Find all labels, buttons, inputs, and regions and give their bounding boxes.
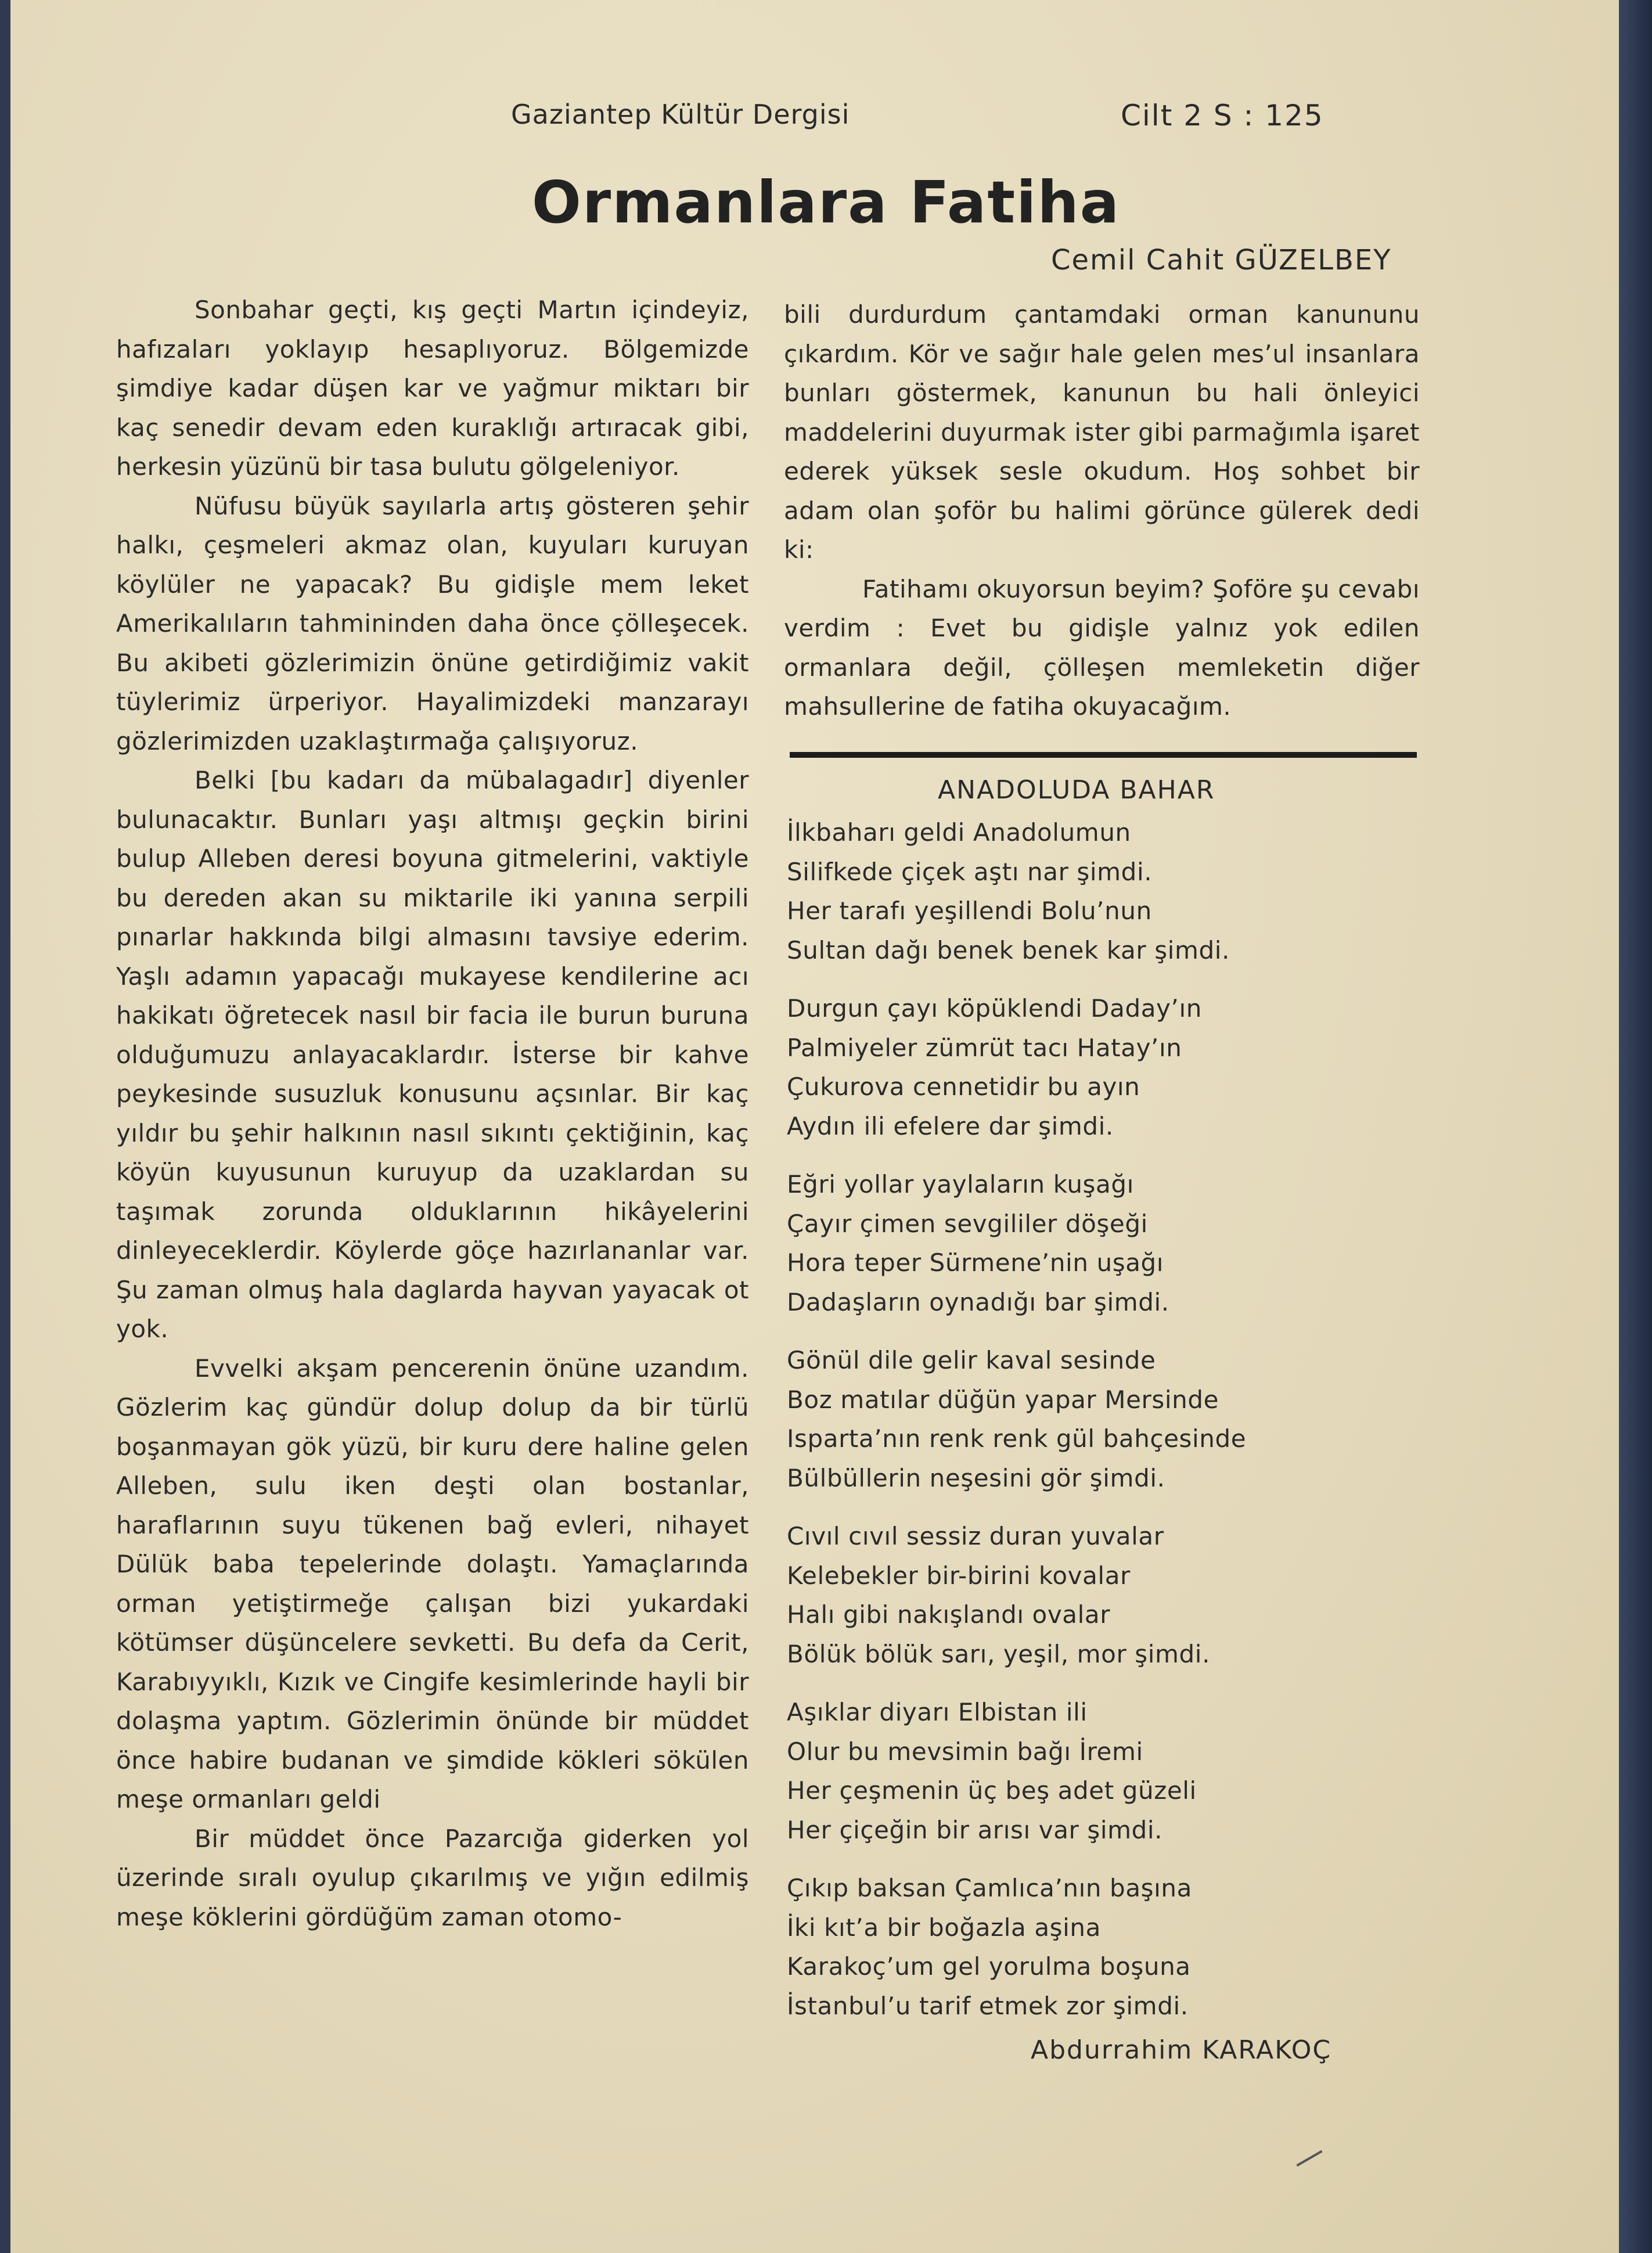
poem-body (787, 813, 1426, 2045)
article-column-left (116, 290, 749, 1937)
paragraph: Fatihamı okuyorsun beyim? Şoföre şu cevabı verdim : Evet bu gidişle yalnız yok edilen ormanlara değil, çölleşen memleketin diğer mahsullerine de fatiha okuyacağım. (784, 574, 1420, 721)
article-author: Cemil Cahit GÜZELBEY (1051, 244, 1392, 276)
poem-stanza (787, 989, 1426, 1146)
paragraph: Belki [bu kadarı da mübalagadır] diyenler bulunacaktır. Bunları yaşı altmışı geçkin birini bulup Alleben deresi boyuna gitmelerini, vaktiyle bu dereden akan su miktarile iki yanına serpili pınarlar hakkında bilgi almasını tavsiye ederim. Yaşlı adamın yapacağı mukayese kendilerine acı hakikatı öğretecek nasıl bir facia ile burun buruna olduğumuzu anlayacaklardır. İsterse bir kahve peykesinde susuzluk konusunu açsınlar. Bir kaç yıldır bu şehir halkının nasıl sıkıntı çektiğinin, kaç köyün kuyusunun kuruyup da uzaklardan su taşımak zorunda olduklarının hikâyelerini dinleyeceklerdir. Köylerde göçe hazırlananlar var. Şu zaman olmuş hala daglarda hayvan yayacak ot yok. (116, 766, 749, 1343)
article-column-right (784, 295, 1420, 726)
poem-stanza (787, 1165, 1426, 1322)
poem-line: Olur bu mevsimin bağı İremi (787, 1737, 1143, 1766)
poem-line: Karakoç’um gel yorulma boşuna (787, 1952, 1191, 1981)
poem-stanza (787, 1693, 1426, 1849)
poem-line: Her tarafı yeşillendi Bolu’nun (787, 897, 1152, 925)
poem-line: Cıvıl cıvıl sessiz duran yuvalar (787, 1522, 1164, 1550)
poem-line: Bölük bölük sarı, yeşil, mor şimdi. (787, 1639, 1211, 1668)
poem-line: Palmiyeler zümrüt tacı Hatay’ın (787, 1033, 1182, 1062)
poem-line: İstanbul’u tarif etmek zor şimdi. (787, 1991, 1189, 2020)
paragraph: bili durdurdum çantamdaki orman kanununu çıkardım. Kör ve sağır hale gelen mes’ul insanlara bunları göstermek, kanunun bu hali önleyici maddelerini duyurmak ister gibi parmağımla işaret ederek yüksek sesle okudum. Hoş sohbet bir adam olan şoför bu halimi görünce gülerek dedi ki: (784, 300, 1420, 564)
poem-line: İki kıt’a bir boğazla aşina (787, 1913, 1101, 1942)
poem-line: Isparta’nın renk renk gül bahçesinde (787, 1424, 1247, 1453)
poem-line: Eğri yollar yaylaların kuşağı (787, 1170, 1134, 1199)
poem-line: Gönül dile gelir kaval sesinde (787, 1346, 1156, 1374)
poem-line: Sultan dağı benek benek kar şimdi. (787, 935, 1230, 964)
section-divider (790, 752, 1417, 758)
poem-line: Durgun çayı köpüklendi Daday’ın (787, 994, 1202, 1023)
poem-line: Çukurova cennetidir bu ayın (787, 1072, 1140, 1101)
poem-stanza (787, 1517, 1426, 1673)
poem-line: Her çiçeğin bir arısı var şimdi. (787, 1815, 1163, 1844)
paragraph: Nüfusu büyük sayılarla artış gösteren şehir halkı, çeşmeleri akmaz olan, kuyuları kuruyan köylüler ne yapacak? Bu gidişle mem leket Amerikalıların tahmininden daha önce çölleşecek. Bu akibeti gözlerimizin önüne getirdiğimiz vakit tüylerimiz ürperiyor. Hayalimizdeki manzarayı gözlerimizden uzaklaştırmağa çalışıyoruz. (116, 491, 749, 755)
poem-author: Abdurrahim KARAKOÇ (1031, 2035, 1332, 2065)
paragraph: Sonbahar geçti, kış geçti Martın içindeyiz, hafızaları yoklayıp hesaplıyoruz. Bölgemizde şimdiye kadar düşen kar ve yağmur miktarı bir kaç senedir devam eden kuraklığı artıracak gibi, herkesin yüzünü bir tasa bulutu gölgeleniyor. (116, 296, 749, 481)
poem-stanza (787, 1869, 1426, 2025)
poem-stanza (787, 1341, 1426, 1498)
poem-line: Kelebekler bir-birini kovalar (787, 1561, 1131, 1590)
poem-line: Aydın ili efelere dar şimdi. (787, 1111, 1114, 1140)
poem-line: Çayır çimen sevgililer döşeği (787, 1209, 1148, 1238)
poem-title: ANADOLUDA BAHAR (938, 775, 1215, 805)
poem-line: Dadaşların oynadığı bar şimdi. (787, 1287, 1169, 1316)
paragraph: Bir müddet önce Pazarcığa giderken yol üzerinde sıralı oyulup çıkarılmış ve yığın edilmiş meşe köklerini gördüğüm zaman otomo- (116, 1824, 749, 1931)
poem-line: Bülbüllerin neşesini gör şimdi. (787, 1463, 1165, 1492)
poem-line: Hora teper Sürmene’nin uşağı (787, 1248, 1164, 1277)
poem-stanza (787, 813, 1426, 970)
paragraph: Evvelki akşam pencerenin önüne uzandım. Gözlerim kaç gündür dolup dolup da bir türlü boşanmayan gök yüzü, bir kuru dere haline gelen Alleben, sulu iken deşti olan bostanlar, haraflarının suyu tükenen bağ evleri, nihayet Dülük baba tepelerinde dolaştı. Yamaçlarında orman yetiştirmeğe çalışan bizi yukardaki kötümser düşüncelere sevketti. Bu defa da Cerit, Karabıyyıklı, Kızık ve Cingife kesimlerinde hayli bir dolaşma yaptım. Gözlerimin önünde bir müddet önce habire budanan ve şimdide kökleri sökülen meşe ormanları geldi (116, 1354, 749, 1813)
poem-line: Halı gibi nakışlandı ovalar (787, 1600, 1111, 1629)
poem-line: Aşıklar diyarı Elbistan ili (787, 1698, 1088, 1726)
article-title: Ormanlara Fatiha (531, 168, 1121, 236)
poem-line: Boz matılar düğün yapar Mersinde (787, 1385, 1219, 1414)
issue-number: Cilt 2 S : 125 (1121, 99, 1324, 132)
page-edge (1619, 0, 1652, 2253)
journal-name: Gaziantep Kültür Dergisi (511, 99, 850, 130)
poem-line: Her çeşmenin üç beş adet güzeli (787, 1776, 1197, 1805)
poem-line: Silifkede çiçek aştı nar şimdi. (787, 857, 1153, 886)
poem-line: İlkbaharı geldi Anadolumun (787, 818, 1131, 847)
poem-line: Çıkıp baksan Çamlıca’nın başına (787, 1874, 1192, 1902)
